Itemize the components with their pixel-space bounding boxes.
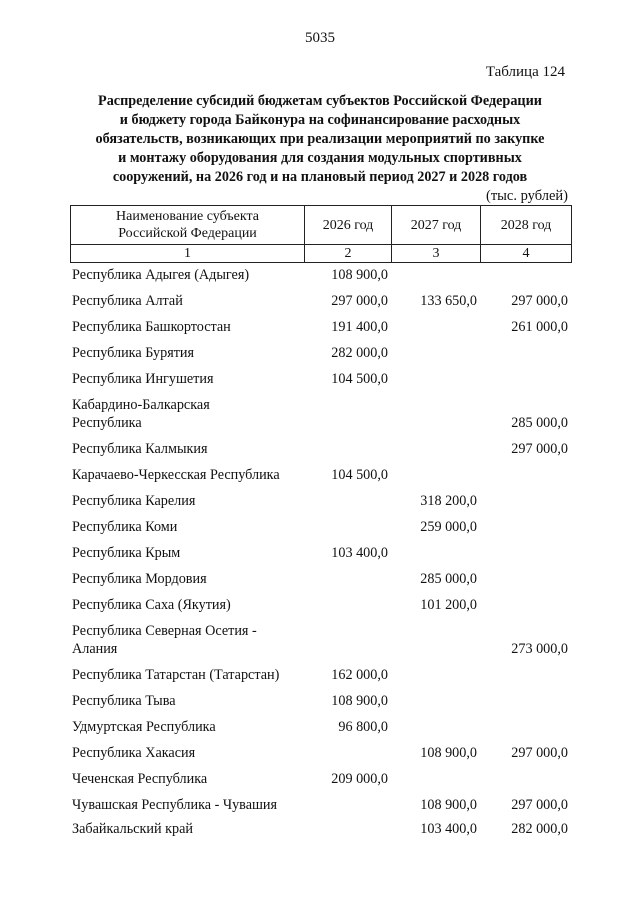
- title-line: и бюджету города Байконура на софинансирование расходных: [119, 112, 521, 128]
- table-row: [70, 370, 571, 396]
- subject-name: Республика Тыва: [72, 693, 176, 709]
- subject-name: Удмуртская Республика: [72, 719, 216, 735]
- table-row: [70, 440, 571, 466]
- table-row: [70, 292, 571, 318]
- subject-name: Республика Ингушетия: [72, 371, 214, 387]
- subject-name: Республика Мордовия: [72, 571, 207, 587]
- value-2027: 108 900,0: [420, 745, 477, 761]
- subject-name: Кабардино-Балкарская Республика: [72, 397, 210, 431]
- value-2026: 297 000,0: [331, 293, 388, 309]
- subject-name: Республика Саха (Якутия): [72, 597, 231, 613]
- subject-name: Республика Северная Осетия - Алания: [72, 623, 257, 657]
- column-number: 4: [481, 245, 572, 263]
- table-row: [70, 396, 571, 440]
- value-2028: 285 000,0: [511, 415, 568, 431]
- header-2026: 2026 год: [305, 206, 392, 245]
- title-line: Распределение субсидий бюджетам субъектов Российской Федерации: [98, 93, 542, 109]
- value-2028: 297 000,0: [511, 441, 568, 457]
- subject-name: Чувашская Республика - Чувашия: [72, 797, 278, 813]
- table-row: [70, 344, 571, 370]
- table-row: [70, 318, 571, 344]
- table-row: [70, 466, 571, 492]
- value-2026: 108 900,0: [331, 267, 388, 283]
- header-subject-name: Наименование субъекта Российской Федерации: [71, 206, 305, 245]
- table-row: [70, 820, 571, 846]
- value-2026: 282 000,0: [331, 345, 388, 361]
- table-row: [70, 718, 571, 744]
- value-2028: 297 000,0: [511, 797, 568, 813]
- table-row: [70, 544, 571, 570]
- table-row: [70, 518, 571, 544]
- column-number: 3: [392, 245, 481, 263]
- value-2028: 273 000,0: [511, 641, 568, 657]
- table-row: [70, 596, 571, 622]
- table-row: [70, 492, 571, 518]
- table-row: [70, 796, 571, 822]
- table-row: [70, 622, 571, 666]
- header-2028: 2028 год: [481, 206, 572, 245]
- value-2027: 259 000,0: [420, 519, 477, 535]
- value-2027: 108 900,0: [420, 797, 477, 813]
- table-row: [70, 570, 571, 596]
- value-2026: 103 400,0: [331, 545, 388, 561]
- value-2028: 282 000,0: [511, 821, 568, 837]
- value-2027: 101 200,0: [420, 597, 477, 613]
- subject-name: Республика Калмыкия: [72, 441, 208, 457]
- table-row: [70, 266, 571, 292]
- value-2026: 209 000,0: [331, 771, 388, 787]
- subject-name: Республика Адыгея (Адыгея): [72, 267, 250, 283]
- table-row: [70, 692, 571, 718]
- subject-name: Республика Бурятия: [72, 345, 195, 361]
- value-2027: 285 000,0: [420, 571, 477, 587]
- units-note: (тыс. рублей): [486, 188, 568, 204]
- column-number: 2: [305, 245, 392, 263]
- page-number: 5035: [305, 30, 335, 46]
- value-2028: 261 000,0: [511, 319, 568, 335]
- value-2026: 191 400,0: [331, 319, 388, 335]
- subject-name: Республика Крым: [72, 545, 181, 561]
- subject-name: Забайкальский край: [72, 821, 193, 837]
- value-2027: 133 650,0: [420, 293, 477, 309]
- value-2026: 96 800,0: [338, 719, 388, 735]
- value-2026: 162 000,0: [331, 667, 388, 683]
- subject-name: Республика Карелия: [72, 493, 196, 509]
- title-line: и монтажу оборудования для создания модульных спортивных: [118, 150, 522, 166]
- table-row: [70, 770, 571, 796]
- column-number: 1: [71, 245, 305, 263]
- subject-name: Республика Хакасия: [72, 745, 196, 761]
- value-2028: 297 000,0: [511, 293, 568, 309]
- table-label: Таблица 124: [485, 64, 565, 80]
- header-2027: 2027 год: [392, 206, 481, 245]
- table-header: [70, 205, 572, 263]
- value-2027: 318 200,0: [420, 493, 477, 509]
- title-line: обязательств, возникающих при реализации мероприятий по закупке: [95, 131, 545, 147]
- value-2026: 108 900,0: [331, 693, 388, 709]
- value-2026: 104 500,0: [331, 467, 388, 483]
- table-title: [70, 92, 570, 187]
- title-line: сооружений, на 2026 год и на плановый период 2027 и 2028 годов: [112, 169, 528, 185]
- value-2028: 297 000,0: [511, 745, 568, 761]
- subject-name: Республика Алтай: [72, 293, 183, 309]
- subject-name: Чеченская Республика: [72, 771, 208, 787]
- subject-name: Республика Татарстан (Татарстан): [72, 667, 280, 683]
- subject-name: Республика Башкортостан: [72, 319, 231, 335]
- subject-name: Республика Коми: [72, 519, 178, 535]
- table-row: [70, 666, 571, 692]
- value-2026: 104 500,0: [331, 371, 388, 387]
- table-row: [70, 744, 571, 770]
- value-2027: 103 400,0: [420, 821, 477, 837]
- subject-name: Карачаево-Черкесская Республика: [72, 467, 280, 483]
